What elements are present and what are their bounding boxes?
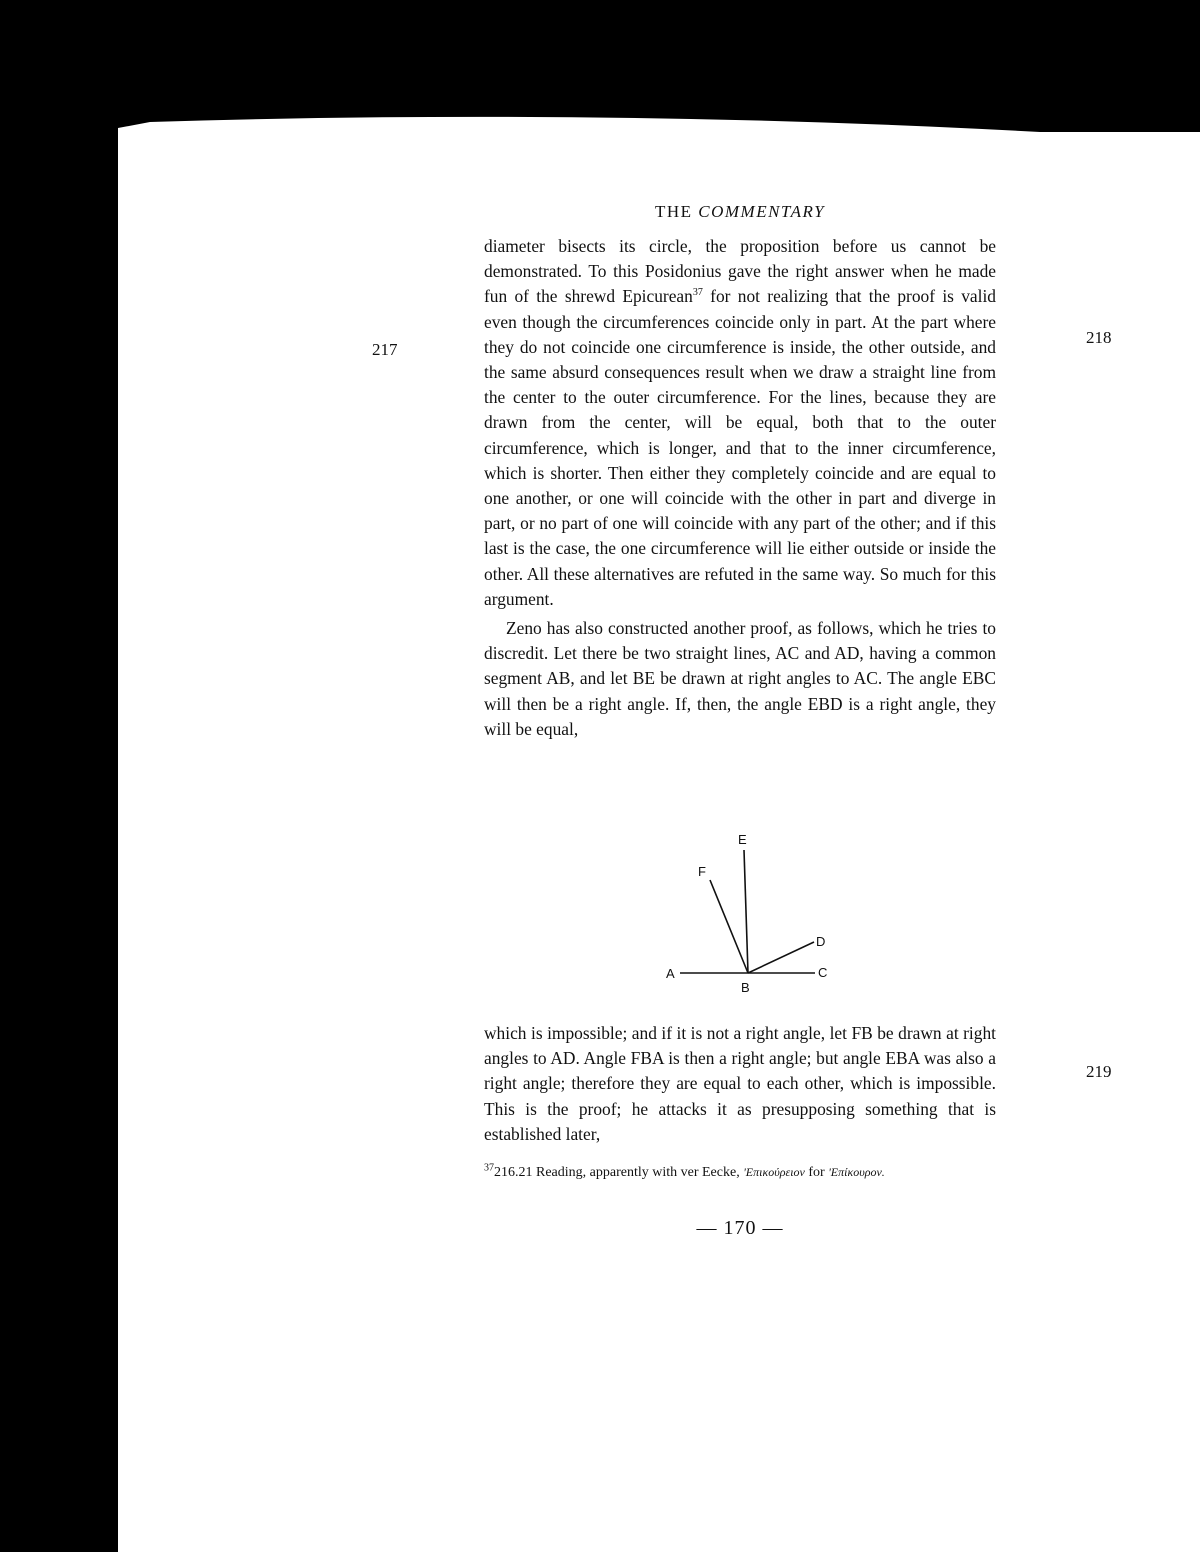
margin-number-218: 218 xyxy=(1086,328,1112,347)
footnote-ref: 216.21 xyxy=(494,1165,533,1180)
margin-number-219: 219 xyxy=(1086,1062,1112,1081)
label-f: F xyxy=(698,864,706,879)
text-block-upper xyxy=(484,234,996,742)
running-head-prefix: THE xyxy=(654,202,693,221)
footnote-greek-1: 'Επικούρειον xyxy=(743,1165,805,1179)
running-head xyxy=(484,202,996,222)
geometry-figure xyxy=(640,820,880,1000)
paragraph-3: which is impossible; and if it is not a right angle, let FB be drawn at right angles to AD. Angle FBA is then a right angle; but angle EBA was also a right angle; therefore they are equal to each other, which is impossible. This is the proof; he attacks it as presupposing something that is established later, xyxy=(484,1023,996,1144)
paragraph-2: Zeno has also constructed another proof, as follows, which he tries to discredit. Let there be two straight lines, AC and AD, having a common segment AB, and let BE be drawn at right angles to AC. The angle EBC will then be a right angle. If, then, the angle EBD is a right angle, they will be equal, xyxy=(484,618,996,739)
line-be xyxy=(744,850,748,973)
running-head-title: COMMENTARY xyxy=(698,202,826,221)
paragraph-1 xyxy=(484,234,996,612)
text-block-lower xyxy=(484,1021,996,1147)
margin-number-217: 217 xyxy=(372,340,398,359)
paragraph-1-continued: for not realizing that the proof is valid even though the circumferences coincide only in part. At the part where they do not coincide one circumference is inside, the other outside, and the same absurd consequences result when we draw a straight line from the center to the outer circumference. For the lines, because they are drawn from the center, will be equal, both that to the outer circumference, which is longer, and that to the inner circumference, which is shorter. Then either they completely coincide and are equal to one another, or one will coincide with the other in part and diverge in part, or no part of one will coincide with any part of the other; and if this last is the case, the one circumference will lie either outside or inside the other. All these alternatives are refuted in the same way. So much for this argument. xyxy=(484,286,996,609)
label-e: E xyxy=(738,832,747,847)
footnote-joiner: for xyxy=(804,1165,829,1180)
footnote-greek-2: 'Επίκουρον. xyxy=(828,1165,885,1179)
line-bd xyxy=(748,942,814,973)
label-d: D xyxy=(816,934,826,949)
footnote-text: Reading, apparently with ver Eecke, xyxy=(532,1165,744,1180)
footnote xyxy=(484,1162,996,1183)
footnote-reference: 37 xyxy=(692,287,703,299)
page-number: — 170 — xyxy=(696,1217,784,1239)
label-a: A xyxy=(666,966,675,981)
label-c: C xyxy=(818,965,828,980)
line-bf xyxy=(710,880,748,973)
footnote-marker: 37 xyxy=(484,1162,494,1174)
paragraph-1-text: diameter bisects its circle, the proposition before us cannot be demonstrated. To this Posidonius gave the right answer when he made fun of the shrewd Epicurean xyxy=(484,236,996,307)
label-b: B xyxy=(741,980,750,995)
